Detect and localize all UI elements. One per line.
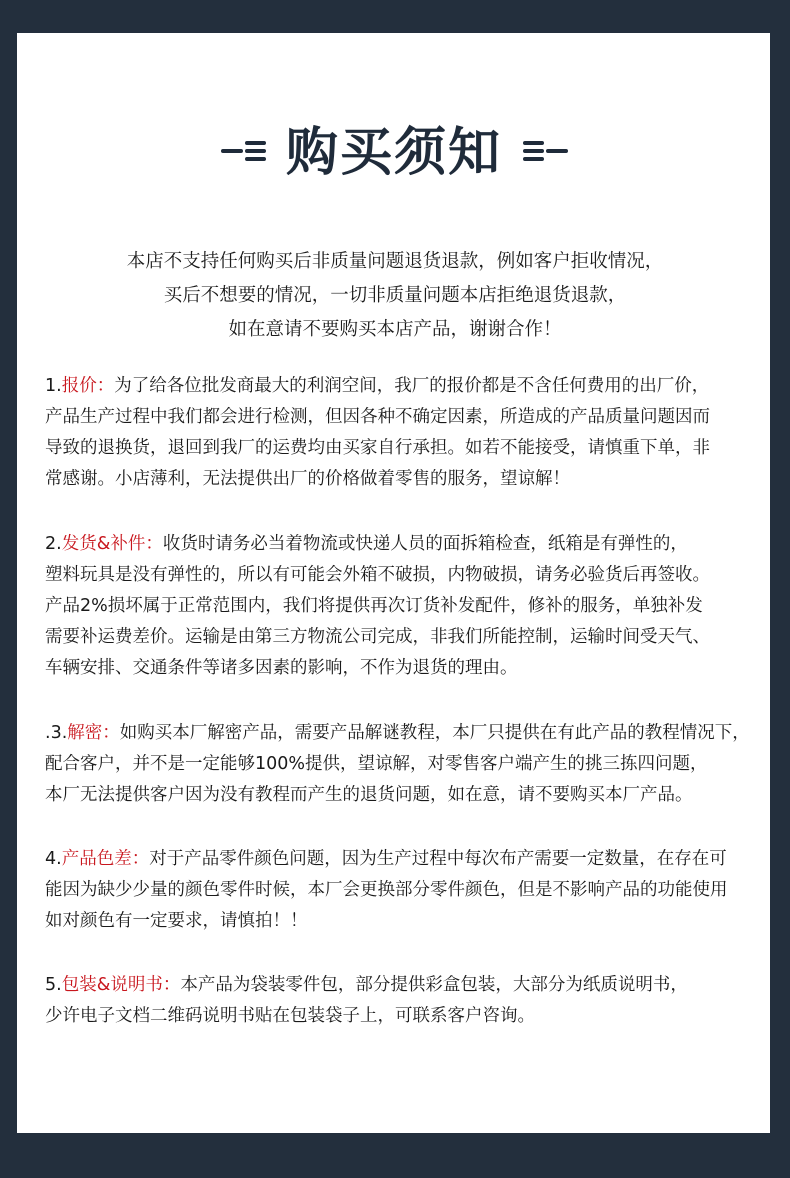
section-text: 为了给各位批发商最大的利润空间，我厂的报价都是不含任何费用的出厂价， [114, 376, 710, 396]
intro-notice [0, 245, 790, 347]
section-line [45, 844, 765, 875]
section-label: 发货&补件： [61, 534, 163, 554]
section-line: 塑料玩具是没有弹性的，所以有可能会外箱不破损，内物破损，请务必验货后再签收。 [45, 565, 710, 585]
section-line: 常感谢。小店薄利，无法提供出厂的价格做着零售的服务，望谅解！ [45, 469, 570, 489]
intro-line: 如在意请不要购买本店产品，谢谢合作！ [228, 319, 562, 340]
section-line: 如对颜色有一定要求，请慎拍！！ [45, 911, 308, 931]
section-packaging [45, 970, 765, 1032]
section-line: 本厂无法提供客户因为没有教程而产生的退货问题，如在意，请不要购买本厂产品。 [45, 785, 693, 805]
section-shipping [45, 529, 765, 684]
section-number: .3. [45, 723, 68, 743]
section-label: 解密： [67, 723, 120, 743]
section-line: 产品生产过程中我们都会进行检测，但因各种不确定因素，所造成的产品质量问题因而 [45, 407, 710, 427]
intro-line: 本店不支持任何购买后非质量问题退货退款，例如客户拒收情况， [126, 251, 664, 272]
title-row [0, 118, 790, 188]
section-number: 1. [45, 376, 62, 396]
section-line: 少许电子文档二维码说明书贴在包装袋子上，可联系客户咨询。 [45, 1006, 535, 1026]
section-line: 配合客户，并不是一定能够100%提供，望谅解，对零售客户端产生的挑三拣四问题， [45, 754, 708, 774]
title-right-decoration [523, 138, 568, 164]
page-title: 购买须知 [285, 123, 502, 183]
section-line [45, 371, 765, 402]
section-decryption [45, 718, 765, 811]
section-number: 5. [45, 975, 62, 995]
section-label: 报价： [61, 376, 115, 396]
intro-line: 买后不想要的情况，一切非质量问题本店拒绝退货退款， [163, 285, 627, 306]
section-number: 2. [45, 534, 62, 554]
section-label: 产品色差： [61, 849, 150, 869]
section-line [45, 529, 765, 560]
section-line [45, 970, 765, 1001]
title-left-decoration [221, 138, 266, 164]
section-text: 对于产品零件颜色问题，因为生产过程中每次布产需要一定数量，在存在可 [149, 849, 727, 869]
section-line: 车辆安排、交通条件等诸多因素的影响，不作为退货的理由。 [45, 658, 518, 678]
section-quote [45, 371, 765, 495]
section-number: 4. [45, 849, 62, 869]
section-line: 产品2%损坏属于正常范围内，我们将提供再次订货补发配件，修补的服务，单独补发 [45, 596, 703, 616]
section-line: 导致的退换货，退回到我厂的运费均由买家自行承担。如若不能接受，请慎重下单，非 [45, 438, 710, 458]
section-color-difference [45, 844, 765, 937]
section-label: 包装&说明书： [61, 975, 181, 995]
section-line [45, 718, 765, 749]
section-text: 收货时请务必当着物流或快递人员的面拆箱检查，纸箱是有弹性的， [162, 534, 688, 554]
section-text: 如购买本厂解密产品，需要产品解谜教程，本厂只提供在有此产品的教程情况下， [119, 723, 750, 743]
section-text: 本产品为袋装零件包，部分提供彩盒包装，大部分为纸质说明书， [180, 975, 688, 995]
section-line: 需要补运费差价。运输是由第三方物流公司完成，非我们所能控制，运输时间受天气、 [45, 627, 710, 647]
section-line: 能因为缺少少量的颜色零件时候，本厂会更换部分零件颜色，但是不影响产品的功能使用 [45, 880, 728, 900]
